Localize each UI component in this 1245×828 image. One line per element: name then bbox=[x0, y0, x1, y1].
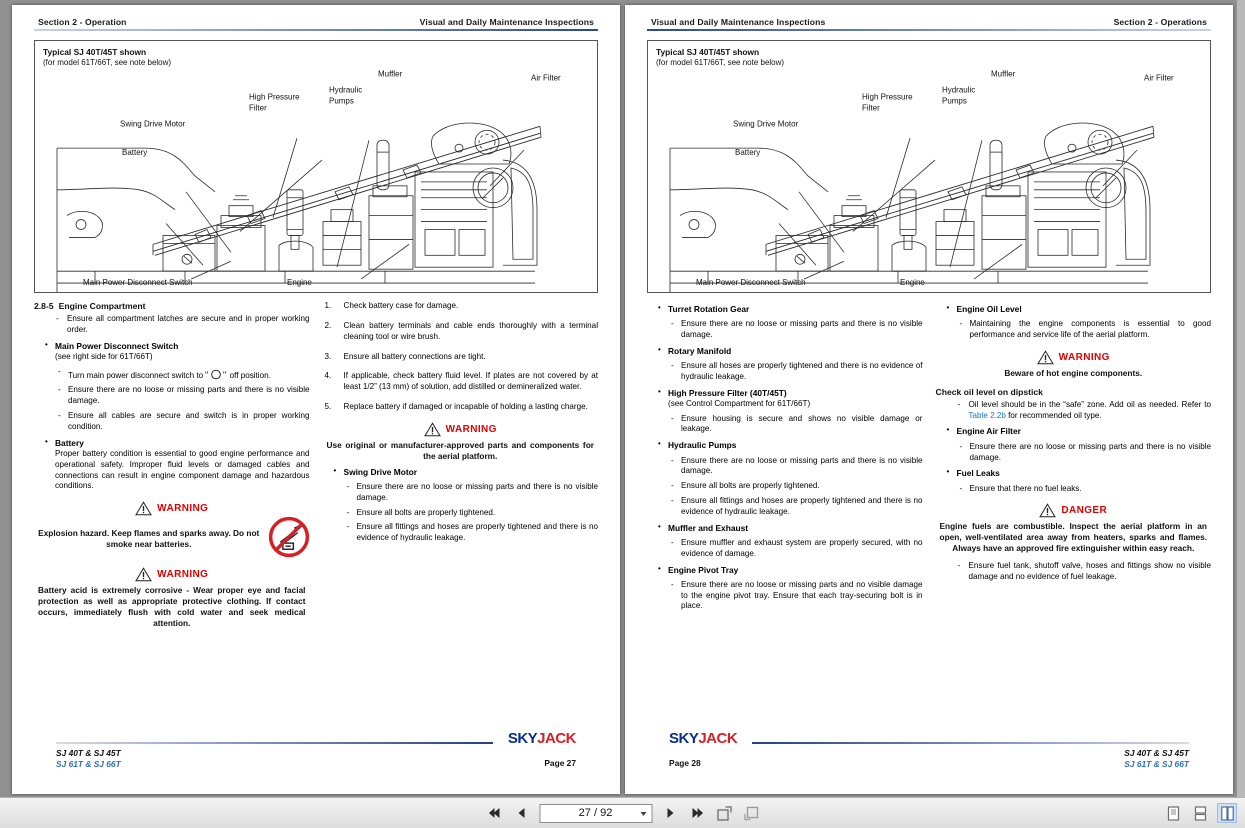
list-item: - Ensure there are no loose or missing parts and there is no visible damage. bbox=[55, 385, 310, 407]
column-left bbox=[34, 301, 310, 633]
single-page-icon bbox=[1167, 806, 1180, 821]
list-item: - Turn main power disconnect switch to " " off position. bbox=[55, 367, 310, 382]
list-item: Replace battery if damaged or incapable of holding a lasting charge. bbox=[343, 402, 588, 412]
fit-width-button[interactable] bbox=[742, 804, 760, 822]
item-paragraph: Proper battery condition is essential to good engine performance and operational safety. Improper fluid levels or damaged cables and connections can result in engine component damage and hazardous conditions. bbox=[55, 449, 310, 491]
warning-triangle-icon bbox=[135, 567, 152, 582]
item-title: • Engine Air Filter bbox=[956, 426, 1021, 437]
list-item: Clean battery terminals and cable ends thoroughly with a terminal cleaning tool or wire brush. bbox=[343, 320, 598, 341]
list-item: - Ensure all bolts are properly tightened. bbox=[344, 508, 599, 519]
page-number-value: 27 / 92 bbox=[578, 807, 613, 819]
list-item bbox=[936, 304, 1212, 341]
footer-model-line-2: SJ 61T & SJ 66T bbox=[1124, 759, 1189, 770]
item-title: • Battery bbox=[55, 437, 84, 448]
list-item: Check battery case for damage. bbox=[343, 301, 459, 310]
warning-header bbox=[936, 350, 1212, 365]
list-item: - Ensure all compartment latches are secure and in proper working order. bbox=[34, 314, 310, 336]
column-left bbox=[647, 301, 923, 612]
list-item bbox=[647, 565, 923, 613]
callout-main-power-disconnect-switch: Main Power Disconnect Switch bbox=[83, 278, 193, 288]
warning-original-parts bbox=[323, 422, 599, 462]
power-off-symbol-icon bbox=[205, 369, 227, 380]
dipstick-dash-list bbox=[936, 400, 1212, 422]
callout-muffler: Muffler bbox=[991, 69, 1016, 79]
toolbar-page-controls bbox=[485, 804, 760, 823]
list-item bbox=[647, 440, 923, 517]
callout-main-power-disconnect-switch: Main Power Disconnect Switch bbox=[696, 278, 806, 288]
chevron-left-icon bbox=[516, 807, 526, 819]
warning-text: Beware of hot engine components. bbox=[1004, 367, 1143, 378]
callout-filter: Filter bbox=[862, 103, 880, 113]
page-footer bbox=[669, 730, 1189, 770]
item-note: (see right side for 61T/66T) bbox=[55, 351, 153, 361]
list-item: - Ensure all fittings and hoses are properly tightened and there is no evidence of hydraulic leakage. bbox=[668, 496, 923, 518]
viewer-toolbar bbox=[0, 797, 1245, 828]
callout-swing-drive-motor: Swing Drive Motor bbox=[120, 119, 186, 129]
warning-content bbox=[34, 516, 310, 558]
list-item bbox=[647, 304, 923, 341]
warning-triangle-icon bbox=[1039, 503, 1056, 518]
vertical-scrollbar[interactable] bbox=[1237, 0, 1245, 797]
item-title: • Turret Rotation Gear bbox=[668, 304, 750, 314]
bullet-list-swing-drive bbox=[323, 467, 599, 544]
danger-text: Engine fuels are combustible. Inspect the aerial platform in an open, well-ventilated area away from heaters, sparks and flames. Always have an approved fire extinguisher within easy reach. bbox=[939, 521, 1207, 554]
callout-high-pressure: High Pressure bbox=[249, 92, 300, 102]
table-link[interactable]: Table 2.2b bbox=[968, 410, 1006, 420]
list-item: - Ensure that there no fuel leaks. bbox=[957, 484, 1212, 495]
list-item: - Ensure all cables are secure and switch is in proper working condition. bbox=[55, 411, 310, 433]
logo-text-jack: JACK bbox=[698, 730, 738, 748]
item-title: • Main Power Disconnect Switch bbox=[55, 340, 179, 351]
item-title: • High Pressure Filter (40T/45T) bbox=[668, 387, 787, 398]
warning-hot-engine bbox=[936, 350, 1212, 379]
warning-text: Explosion hazard. Keep flames and sparks away. Do not smoke near batteries. bbox=[38, 527, 260, 549]
item-title: • Engine Oil Level bbox=[956, 304, 1022, 314]
column-right bbox=[936, 301, 1212, 612]
last-page-icon bbox=[690, 807, 704, 819]
fuel-trailing-dash-list bbox=[936, 561, 1212, 583]
header-right-text: Visual and Daily Maintenance Inspections bbox=[419, 17, 594, 27]
chevron-right-icon bbox=[665, 807, 675, 819]
next-page-button[interactable] bbox=[661, 804, 679, 822]
list-item bbox=[936, 426, 1212, 463]
logo-text-sky: SKY bbox=[507, 730, 538, 748]
item-note: (see Control Compartment for 61T/66T) bbox=[668, 398, 811, 408]
warning-triangle-icon bbox=[424, 422, 441, 437]
numbered-steps bbox=[323, 301, 599, 413]
single-page-view-button[interactable] bbox=[1163, 803, 1183, 823]
header-right-text: Section 2 - Operations bbox=[1113, 17, 1207, 27]
header-left-text: Section 2 - Operation bbox=[38, 17, 127, 27]
callout-muffler: Muffler bbox=[378, 69, 403, 79]
callout-high-pressure: High Pressure bbox=[862, 92, 913, 102]
list-item: - Ensure there are no loose or missing parts and there is no visible damage. bbox=[668, 319, 923, 341]
warning-label: WARNING bbox=[1058, 351, 1110, 363]
callout-hydraulic: Hydraulic bbox=[942, 85, 976, 95]
footer-model-line-1: SJ 40T & SJ 45T bbox=[56, 748, 121, 759]
list-item: - Ensure there are no loose or missing parts and no visible damage to the engine pivot tray. Ensure that each tray-securing bolt is in place. bbox=[668, 580, 923, 613]
bullet-list-air-filter bbox=[936, 426, 1212, 494]
figure-drawing bbox=[648, 41, 1210, 292]
list-item bbox=[647, 346, 923, 383]
warning-header bbox=[34, 567, 310, 582]
callout-engine: Engine bbox=[900, 278, 925, 288]
section-title: Engine Compartment bbox=[58, 301, 146, 311]
item-title: • Muffler and Exhaust bbox=[668, 522, 749, 533]
warning-text: Use original or manufacturer-approved parts and components for the aerial platform. bbox=[326, 439, 594, 461]
footer-model-line-2: SJ 61T & SJ 66T bbox=[56, 759, 121, 770]
callout-swing-drive-motor: Swing Drive Motor bbox=[733, 119, 799, 129]
callout-air-filter: Air Filter bbox=[531, 73, 561, 83]
item-title: • Engine Pivot Tray bbox=[668, 564, 739, 575]
callout-battery: Battery bbox=[122, 148, 148, 158]
list-item bbox=[647, 523, 923, 560]
dipstick-heading: Check oil level on dipstick bbox=[935, 386, 1043, 397]
footer-rule bbox=[752, 742, 1189, 744]
page-number-input[interactable] bbox=[539, 804, 652, 823]
list-item: - Ensure all fittings and hoses are properly tightened and there is no evidence of hydraulic leakage. bbox=[344, 522, 599, 544]
logo-text-jack: JACK bbox=[537, 730, 576, 748]
svg-text:": " bbox=[205, 369, 209, 380]
warning-label: WARNING bbox=[157, 569, 209, 580]
warning-header bbox=[323, 422, 599, 437]
warning-triangle-icon bbox=[1037, 350, 1054, 365]
dipstick-text-a: Oil level should be in the “safe” zone. Add oil as needed. Refer to bbox=[968, 399, 1211, 409]
page-footer bbox=[56, 730, 576, 770]
first-page-icon bbox=[487, 807, 501, 819]
first-page-button[interactable] bbox=[485, 804, 503, 822]
figure-subtitle: (for model 61T/66T, see note below) bbox=[656, 58, 785, 67]
previous-page-button[interactable] bbox=[512, 804, 530, 822]
fit-width-icon bbox=[743, 806, 759, 821]
danger-label: DANGER bbox=[1061, 505, 1108, 517]
list-item: - Ensure housing is secure and shows no visible damage or leakage. bbox=[668, 414, 923, 436]
list-item: - Maintaining the engine components is essential to good performance and service life of the aerial platform. bbox=[957, 319, 1212, 341]
danger-engine-fuels bbox=[936, 503, 1212, 554]
item-title: • Rotary Manifold bbox=[668, 345, 732, 356]
header-rule bbox=[647, 29, 1211, 31]
callout-hydraulic: Hydraulic bbox=[329, 85, 363, 95]
warning-text: Battery acid is extremely corrosive - Wear proper eye and facial protection as well as appropriate protective clothing. If contact occurs, immediately flush with cold water and seek medical attention. bbox=[38, 585, 306, 628]
bullet-list-components bbox=[647, 304, 923, 612]
last-page-button[interactable] bbox=[688, 804, 706, 822]
list-item: - Ensure all hoses are properly tightened and there is no evidence of hydraulic leakage. bbox=[668, 361, 923, 383]
warning-label: WARNING bbox=[445, 423, 497, 435]
list-item bbox=[323, 467, 599, 544]
figure-drawing bbox=[35, 41, 597, 292]
skyjack-logo bbox=[508, 730, 576, 747]
figure-title: Typical SJ 40T/45T shown bbox=[656, 47, 760, 57]
list-item: If applicable, check battery fluid level. If plates are not covered by at least 1/2” (13 mm) of solution, add distilled or demineralized water. bbox=[343, 371, 598, 392]
warning-header bbox=[34, 501, 310, 516]
logo-text-sky: SKY bbox=[669, 730, 699, 748]
warning-triangle-icon bbox=[135, 501, 152, 516]
footer-page-number: Page 28 bbox=[669, 758, 701, 769]
list-item bbox=[936, 468, 1212, 494]
figure-engine-compartment bbox=[34, 40, 598, 293]
list-item: - Ensure there are no loose or missing parts and there is no visible damage. bbox=[344, 482, 599, 504]
page-27[interactable] bbox=[12, 5, 620, 794]
bullet-list-engine-oil bbox=[936, 304, 1212, 341]
list-item: - Ensure muffler and exhaust system are properly secured, with no evidence of damage. bbox=[668, 538, 923, 560]
warning-battery-acid bbox=[34, 567, 310, 629]
body-columns bbox=[34, 301, 598, 633]
header-rule bbox=[34, 29, 598, 31]
item-title: • Swing Drive Motor bbox=[343, 466, 418, 477]
danger-header bbox=[936, 503, 1212, 518]
page-header bbox=[647, 17, 1211, 29]
page-28[interactable] bbox=[625, 5, 1233, 794]
warning-explosion-hazard bbox=[34, 501, 310, 558]
intro-dash-list bbox=[34, 314, 310, 336]
figure-title: Typical SJ 40T/45T shown bbox=[43, 47, 147, 57]
list-item bbox=[34, 341, 310, 433]
callout-filter: Filter bbox=[249, 103, 267, 113]
chevron-down-icon[interactable] bbox=[640, 812, 646, 816]
continuous-view-button[interactable] bbox=[1190, 803, 1210, 823]
fit-page-button[interactable] bbox=[715, 804, 733, 822]
item-title: • Hydraulic Pumps bbox=[668, 440, 737, 451]
svg-text:": " bbox=[223, 369, 227, 380]
figure-engine-compartment bbox=[647, 40, 1211, 293]
page-header bbox=[34, 17, 598, 29]
callout-engine: Engine bbox=[287, 278, 312, 288]
facing-pages-icon bbox=[1221, 806, 1234, 821]
header-left-text: Visual and Daily Maintenance Inspections bbox=[651, 17, 826, 27]
footer-page-number: Page 27 bbox=[544, 758, 576, 769]
list-item bbox=[34, 438, 310, 492]
section-number: 2.8-5 bbox=[34, 301, 54, 311]
list-item: - Ensure there are no loose or missing parts and there is no visible damage. bbox=[957, 442, 1212, 464]
list-item bbox=[936, 400, 1212, 422]
list-item: - Ensure all bolts are properly tightened. bbox=[668, 481, 923, 492]
list-item bbox=[647, 388, 923, 436]
body-columns bbox=[647, 301, 1211, 612]
callout-air-filter: Air Filter bbox=[1144, 73, 1174, 83]
callout-battery: Battery bbox=[735, 148, 761, 158]
bullet-list-main-power bbox=[34, 341, 310, 492]
dipstick-text-b: for recommended oil type. bbox=[1005, 410, 1102, 420]
fit-page-icon bbox=[716, 806, 732, 821]
list-item: Ensure all battery connections are tight. bbox=[343, 351, 486, 361]
facing-page-view-button[interactable] bbox=[1217, 803, 1237, 823]
list-item: - Ensure there are no loose or missing parts and there is no visible damage. bbox=[668, 456, 923, 478]
section-heading bbox=[34, 301, 310, 311]
callout-pumps: Pumps bbox=[942, 96, 967, 106]
figure-subtitle: (for model 61T/66T, see note below) bbox=[43, 58, 172, 67]
list-item: - Ensure fuel tank, shutoff valve, hoses and fittings show no visible damage and no evidence of fuel leakage. bbox=[936, 561, 1212, 583]
warning-label: WARNING bbox=[157, 503, 209, 514]
callout-pumps: Pumps bbox=[329, 96, 354, 106]
footer-model-line-1: SJ 40T & SJ 45T bbox=[1124, 748, 1189, 759]
item-title: • Fuel Leaks bbox=[956, 468, 1000, 479]
skyjack-logo bbox=[669, 730, 737, 747]
footer-rule bbox=[56, 742, 493, 744]
toolbar-view-modes bbox=[1163, 803, 1237, 823]
column-right bbox=[323, 301, 599, 633]
continuous-page-icon bbox=[1194, 806, 1207, 821]
no-smoking-icon bbox=[268, 516, 310, 558]
